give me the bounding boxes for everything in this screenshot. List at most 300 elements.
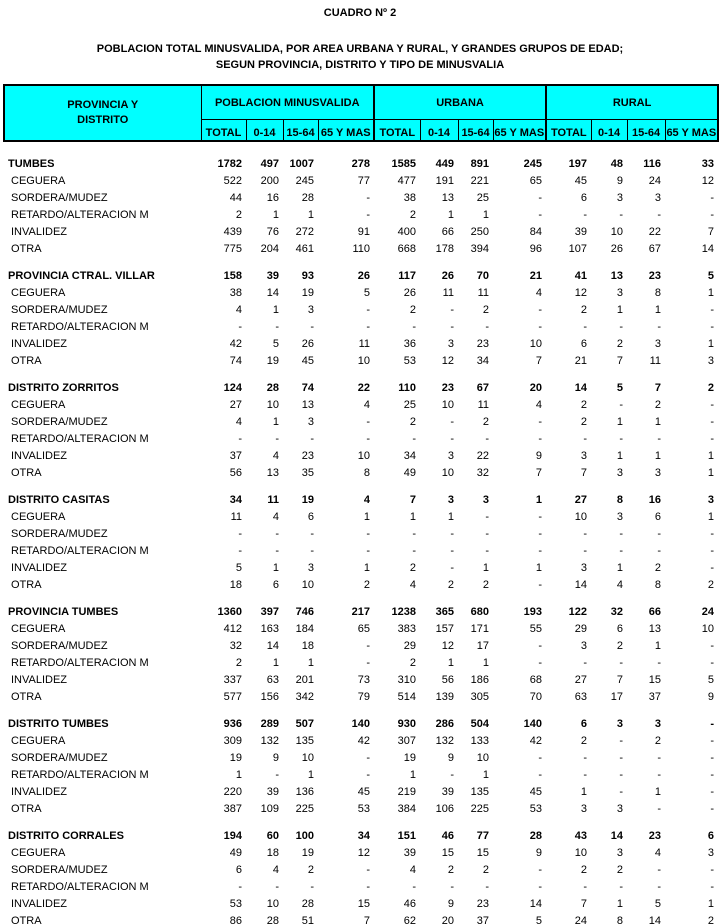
value-cell: 7	[616, 354, 623, 367]
value-cell: 66	[441, 225, 454, 238]
row-label: SORDERA/MUDEZ	[11, 527, 108, 540]
section-name: PROVINCIA TUMBES	[8, 605, 119, 618]
value-cell: 504	[470, 717, 489, 730]
value-cell: 2	[409, 303, 416, 316]
value-cell: 1	[535, 493, 542, 506]
stub-header-line1: PROVINCIA Y	[67, 99, 139, 111]
disability-row	[3, 318, 717, 335]
value-cell: 514	[397, 690, 416, 703]
subcol-0-14-1: 0-14	[246, 120, 283, 142]
value-cell: -	[366, 303, 370, 316]
value-cell: -	[366, 751, 370, 764]
value-cell: 1585	[391, 157, 416, 170]
value-cell: 136	[295, 785, 314, 798]
value-cell: 84	[529, 225, 542, 238]
value-cell: 186	[470, 673, 489, 686]
value-cell: 109	[260, 802, 279, 815]
value-cell: -	[485, 880, 489, 893]
value-cell: 39	[403, 846, 416, 859]
row-label: INVALIDEZ	[11, 337, 68, 350]
subcol-15-64-1: 15-64	[283, 120, 318, 142]
value-cell: 4	[235, 303, 242, 316]
value-cell: 2	[482, 303, 489, 316]
value-cell: 45	[529, 785, 542, 798]
value-cell: 66	[648, 605, 661, 618]
value-cell: 110	[398, 381, 416, 394]
value-cell: 26	[357, 269, 370, 282]
value-cell: 23	[476, 337, 489, 350]
stub-header-line2: DISTRITO	[77, 114, 129, 126]
row-label: INVALIDEZ	[11, 449, 68, 462]
value-cell: -	[619, 527, 623, 540]
value-cell: 13	[441, 191, 454, 204]
value-cell: 1	[535, 561, 542, 574]
value-cell: 26	[403, 286, 416, 299]
value-cell: -	[485, 544, 489, 557]
value-cell: -	[538, 880, 542, 893]
value-cell: 5	[654, 897, 661, 910]
value-cell: 12	[701, 174, 714, 187]
value-cell: 4	[616, 578, 623, 591]
value-cell: -	[583, 320, 587, 333]
value-cell: -	[619, 656, 623, 669]
value-cell: 178	[435, 242, 454, 255]
section-name: PROVINCIA CTRAL. VILLAR	[8, 269, 155, 282]
value-cell: 9	[535, 846, 542, 859]
value-cell: 245	[523, 157, 542, 170]
page-subtitle	[0, 41, 720, 73]
value-cell: 21	[529, 269, 542, 282]
section-total-row	[3, 603, 717, 620]
section-name: TUMBES	[8, 157, 55, 170]
value-cell: 53	[229, 897, 242, 910]
value-cell: 4	[272, 449, 279, 462]
value-cell: 44	[229, 191, 242, 204]
value-cell: 42	[357, 734, 370, 747]
value-cell: 5	[272, 337, 279, 350]
disability-row	[3, 464, 717, 481]
value-cell: 12	[441, 354, 454, 367]
value-cell: 124	[223, 381, 242, 394]
row-label: SORDERA/MUDEZ	[11, 863, 108, 876]
value-cell: -	[583, 432, 587, 445]
disability-row	[3, 783, 717, 800]
value-cell: 1	[272, 656, 279, 669]
section-name: DISTRITO CASITAS	[8, 493, 110, 506]
value-cell: 133	[470, 734, 489, 747]
value-cell: -	[538, 639, 542, 652]
value-cell: 25	[403, 398, 416, 411]
value-cell: 2	[707, 914, 714, 924]
value-cell: 2	[654, 398, 661, 411]
value-cell: 20	[529, 381, 542, 394]
value-cell: 3	[447, 493, 454, 506]
value-cell: 2	[654, 561, 661, 574]
value-cell: 5	[535, 914, 542, 924]
value-cell: 1	[707, 510, 714, 523]
value-cell: 67	[476, 381, 489, 394]
value-cell: 14	[610, 829, 623, 842]
value-cell: 2	[235, 208, 242, 221]
value-cell: 74	[229, 354, 242, 367]
value-cell: 4	[272, 863, 279, 876]
value-cell: 1	[235, 768, 242, 781]
value-cell: 10	[441, 466, 454, 479]
value-cell: -	[538, 208, 542, 221]
value-cell: 2	[580, 398, 587, 411]
value-cell: -	[538, 510, 542, 523]
value-cell: -	[366, 191, 370, 204]
value-cell: 132	[260, 734, 279, 747]
row-label: SORDERA/MUDEZ	[11, 639, 108, 652]
value-cell: 35	[301, 466, 314, 479]
value-cell: 6	[616, 622, 623, 635]
disability-row	[3, 284, 717, 301]
value-cell: 4	[535, 398, 542, 411]
value-cell: 8	[654, 578, 661, 591]
value-cell: 73	[357, 673, 370, 686]
value-cell: 7	[535, 466, 542, 479]
value-cell: 6	[580, 191, 587, 204]
value-cell: 1	[707, 286, 714, 299]
value-cell: -	[657, 863, 661, 876]
row-label: RETARDO/ALTERACION M	[11, 544, 149, 557]
section-total-row	[3, 379, 717, 396]
value-cell: 197	[568, 157, 587, 170]
value-cell: 9	[447, 897, 454, 910]
section-table	[3, 827, 717, 924]
value-cell: 156	[260, 690, 279, 703]
value-cell: 3	[482, 493, 489, 506]
stub-header-provincia-distrito	[4, 85, 201, 141]
value-cell: 3	[447, 337, 454, 350]
value-cell: -	[310, 544, 314, 557]
row-label: SORDERA/MUDEZ	[11, 415, 108, 428]
value-cell: 2	[580, 863, 587, 876]
value-cell: -	[450, 880, 454, 893]
value-cell: -	[450, 432, 454, 445]
value-cell: 3	[654, 191, 661, 204]
value-cell: -	[657, 208, 661, 221]
disability-row	[3, 878, 717, 895]
row-label: CEGUERA	[11, 846, 66, 859]
value-cell: -	[710, 734, 714, 747]
value-cell: -	[710, 561, 714, 574]
value-cell: 3	[616, 802, 623, 815]
value-cell: 15	[648, 673, 661, 686]
section-total-row	[3, 491, 717, 508]
row-label: SORDERA/MUDEZ	[11, 751, 108, 764]
value-cell: -	[710, 320, 714, 333]
value-cell: 225	[470, 802, 489, 815]
value-cell: 16	[266, 191, 279, 204]
value-cell: 1	[707, 897, 714, 910]
value-cell: -	[238, 527, 242, 540]
disability-row	[3, 396, 717, 413]
value-cell: 7	[616, 673, 623, 686]
value-cell: 11	[230, 510, 242, 523]
value-cell: -	[538, 527, 542, 540]
row-label: CEGUERA	[11, 398, 66, 411]
value-cell: 936	[223, 717, 242, 730]
value-cell: 191	[435, 174, 454, 187]
value-cell: 79	[357, 690, 370, 703]
value-cell: 77	[476, 829, 489, 842]
disability-row	[3, 189, 717, 206]
value-cell: 2	[482, 578, 489, 591]
value-cell: 23	[301, 449, 314, 462]
value-cell: 39	[266, 269, 279, 282]
value-cell: 1	[272, 303, 279, 316]
value-cell: 140	[523, 717, 542, 730]
value-cell: 2	[616, 337, 623, 350]
value-cell: -	[366, 432, 370, 445]
value-cell: 100	[295, 829, 314, 842]
value-cell: 8	[616, 914, 623, 924]
value-cell: 3	[707, 493, 714, 506]
value-cell: 171	[470, 622, 489, 635]
section-table	[3, 491, 717, 593]
value-cell: 2	[580, 734, 587, 747]
value-cell: 14	[529, 897, 542, 910]
value-cell: 13	[610, 269, 623, 282]
value-cell: 55	[529, 622, 542, 635]
value-cell: 221	[470, 174, 489, 187]
value-cell: -	[538, 768, 542, 781]
value-cell: -	[583, 880, 587, 893]
subcol-total-3: TOTAL	[546, 120, 591, 142]
row-label: RETARDO/ALTERACION M	[11, 208, 149, 221]
value-cell: 135	[470, 785, 489, 798]
value-cell: 2	[409, 561, 416, 574]
value-cell: -	[450, 320, 454, 333]
value-cell: 1	[482, 768, 489, 781]
row-label: CEGUERA	[11, 734, 66, 747]
value-cell: 309	[223, 734, 242, 747]
value-cell: -	[275, 320, 279, 333]
value-cell: -	[538, 544, 542, 557]
value-cell: 2	[580, 303, 587, 316]
value-cell: 7	[363, 914, 370, 924]
value-cell: 1	[307, 208, 314, 221]
value-cell: 53	[357, 802, 370, 815]
row-label: INVALIDEZ	[11, 673, 68, 686]
value-cell: 122	[568, 605, 587, 618]
value-cell: 1	[272, 415, 279, 428]
value-cell: 4	[535, 286, 542, 299]
value-cell: 9	[707, 690, 714, 703]
value-cell: 7	[409, 493, 416, 506]
value-cell: -	[619, 751, 623, 764]
disability-row	[3, 352, 717, 369]
value-cell: 46	[403, 897, 416, 910]
section-total-row	[3, 155, 717, 172]
disability-row	[3, 844, 717, 861]
value-cell: 1	[363, 510, 370, 523]
value-cell: 1	[616, 449, 623, 462]
value-cell: 38	[403, 191, 416, 204]
value-cell: 5	[707, 673, 714, 686]
subcol-total-1: TOTAL	[201, 120, 246, 142]
value-cell: 3	[616, 191, 623, 204]
value-cell: -	[710, 191, 714, 204]
value-cell: 45	[357, 785, 370, 798]
value-cell: -	[366, 320, 370, 333]
value-cell: 668	[397, 242, 416, 255]
value-cell: -	[485, 510, 489, 523]
value-cell: -	[450, 303, 454, 316]
value-cell: 23	[441, 381, 454, 394]
subcol-0-14-2: 0-14	[420, 120, 458, 142]
value-cell: 1	[363, 561, 370, 574]
value-cell: 1	[272, 561, 279, 574]
row-label: RETARDO/ALTERACION M	[11, 432, 149, 445]
value-cell: 1	[272, 208, 279, 221]
value-cell: 26	[301, 337, 314, 350]
disability-row	[3, 542, 717, 559]
value-cell: -	[619, 785, 623, 798]
value-cell: 34	[229, 493, 242, 506]
value-cell: 4	[363, 493, 370, 506]
value-cell: 1	[654, 639, 661, 652]
value-cell: 11	[358, 337, 370, 350]
value-cell: -	[710, 768, 714, 781]
row-label: RETARDO/ALTERACION M	[11, 656, 149, 669]
value-cell: -	[412, 527, 416, 540]
value-cell: -	[710, 656, 714, 669]
value-cell: 10	[574, 510, 587, 523]
value-cell: -	[710, 415, 714, 428]
value-cell: -	[538, 751, 542, 764]
value-cell: -	[583, 768, 587, 781]
value-cell: 32	[229, 639, 242, 652]
value-cell: 1	[409, 768, 416, 781]
value-cell: -	[366, 639, 370, 652]
value-cell: 477	[397, 174, 416, 187]
disability-row	[3, 576, 717, 593]
row-label: SORDERA/MUDEZ	[11, 191, 108, 204]
value-cell: 56	[441, 673, 454, 686]
value-cell: 278	[351, 157, 370, 170]
disability-row	[3, 223, 717, 240]
row-label: INVALIDEZ	[11, 897, 68, 910]
value-cell: 1238	[391, 605, 416, 618]
value-cell: 4	[235, 415, 242, 428]
disability-row	[3, 766, 717, 783]
row-label: SORDERA/MUDEZ	[11, 303, 108, 316]
value-cell: 1	[616, 561, 623, 574]
disability-row	[3, 525, 717, 542]
value-cell: -	[366, 208, 370, 221]
value-cell: -	[657, 802, 661, 815]
value-cell: 1	[580, 785, 587, 798]
value-cell: 193	[523, 605, 542, 618]
value-cell: 2	[363, 578, 370, 591]
value-cell: 6	[272, 578, 279, 591]
value-cell: -	[366, 656, 370, 669]
subcol-65ymas-2: 65 Y MAS	[493, 120, 546, 142]
value-cell: 26	[610, 242, 623, 255]
value-cell: -	[619, 734, 623, 747]
value-cell: 2	[409, 415, 416, 428]
disability-row	[3, 335, 717, 352]
value-cell: -	[710, 717, 714, 730]
value-cell: -	[710, 863, 714, 876]
value-cell: 3	[616, 286, 623, 299]
value-cell: -	[366, 415, 370, 428]
value-cell: 37	[476, 914, 489, 924]
value-cell: 15	[441, 846, 454, 859]
value-cell: 220	[223, 785, 242, 798]
value-cell: 1360	[217, 605, 242, 618]
value-cell: 33	[701, 157, 714, 170]
subcol-15-64-2: 15-64	[458, 120, 493, 142]
value-cell: -	[657, 527, 661, 540]
value-cell: 194	[223, 829, 242, 842]
value-cell: 7	[580, 897, 587, 910]
value-cell: 3	[707, 846, 714, 859]
value-cell: 522	[223, 174, 242, 187]
value-cell: -	[657, 320, 661, 333]
value-cell: 27	[574, 493, 587, 506]
value-cell: -	[583, 208, 587, 221]
value-cell: 10	[701, 622, 714, 635]
value-cell: -	[412, 432, 416, 445]
value-cell: 507	[295, 717, 314, 730]
value-cell: -	[619, 880, 623, 893]
value-cell: -	[310, 527, 314, 540]
value-cell: 1	[482, 208, 489, 221]
value-cell: 3	[580, 802, 587, 815]
subtitle-line-2: SEGUN PROVINCIA, DISTRITO Y TIPO DE MINUSVALIA	[215, 59, 505, 71]
value-cell: 32	[610, 605, 623, 618]
subcol-total-2: TOTAL	[374, 120, 420, 142]
value-cell: 19	[229, 751, 242, 764]
value-cell: 86	[229, 914, 242, 924]
value-cell: 93	[301, 269, 314, 282]
value-cell: 394	[470, 242, 489, 255]
value-cell: 2	[707, 578, 714, 591]
value-cell: 2	[482, 863, 489, 876]
value-cell: -	[538, 415, 542, 428]
value-cell: -	[366, 768, 370, 781]
disability-row	[3, 688, 717, 705]
value-cell: 184	[295, 622, 314, 635]
value-cell: 2	[580, 415, 587, 428]
value-cell: -	[538, 863, 542, 876]
value-cell: 5	[616, 381, 623, 394]
value-cell: 51	[301, 914, 314, 924]
value-cell: 15	[476, 846, 489, 859]
disability-row	[3, 301, 717, 318]
value-cell: 2	[409, 208, 416, 221]
value-cell: 10	[574, 846, 587, 859]
value-cell: 48	[610, 157, 623, 170]
value-cell: 67	[648, 242, 661, 255]
value-cell: 1782	[217, 157, 242, 170]
value-cell: 1	[447, 656, 454, 669]
value-cell: 49	[229, 846, 242, 859]
value-cell: 497	[260, 157, 279, 170]
value-cell: 36	[403, 337, 416, 350]
value-cell: 10	[529, 337, 542, 350]
value-cell: 22	[476, 449, 489, 462]
value-cell: 42	[229, 337, 242, 350]
value-cell: -	[710, 527, 714, 540]
value-cell: 10	[441, 398, 454, 411]
disability-row	[3, 861, 717, 878]
subcol-65ymas-1: 65 Y MAS	[318, 120, 374, 142]
